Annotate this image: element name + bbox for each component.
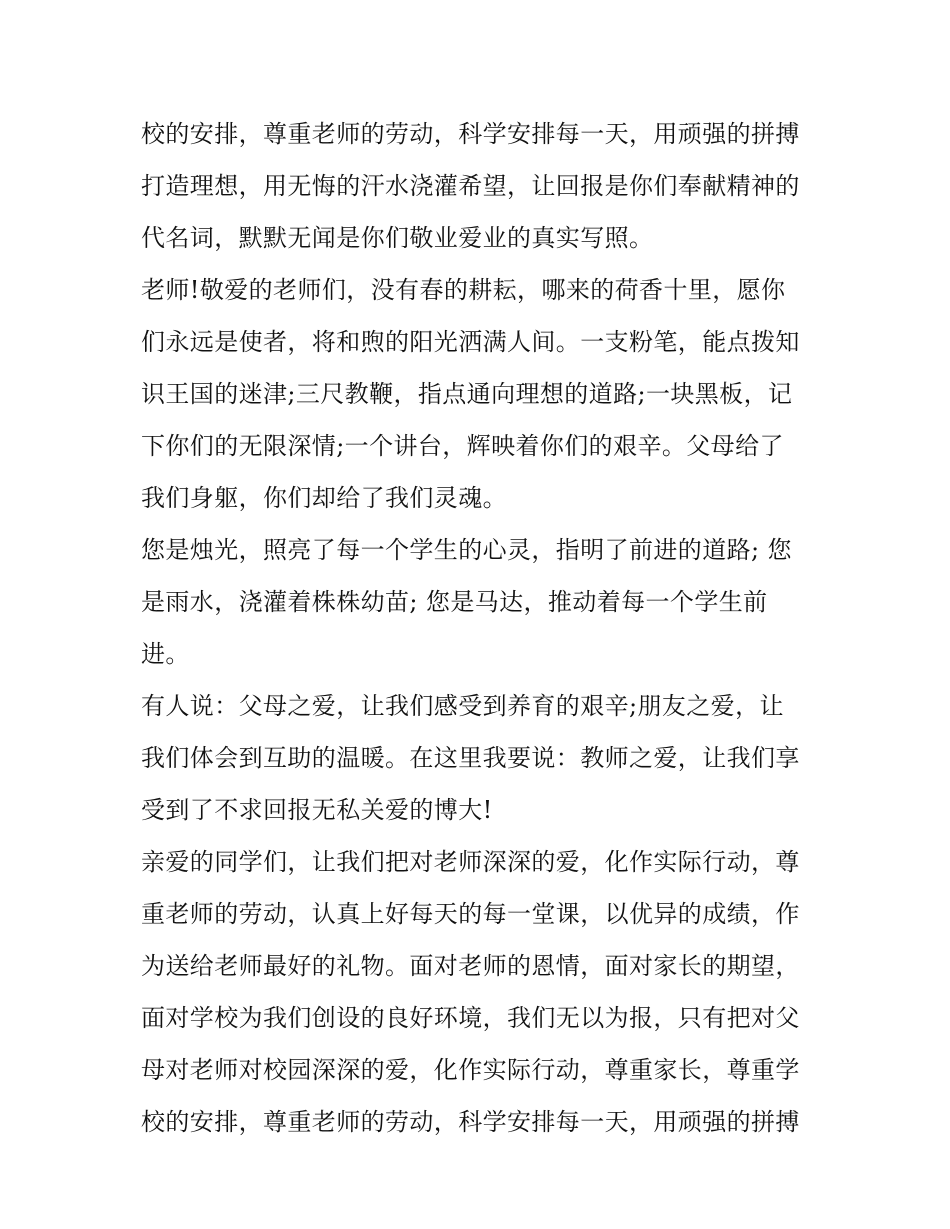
text-line: 们永远是使者，将和煦的阳光洒满人间。一支粉笔，能点拨知 bbox=[141, 328, 800, 356]
text-line: 代名词，默默无闻是你们敬业爱业的真实写照。 bbox=[141, 224, 654, 252]
text-line: 老师!敬爱的老师们，没有春的耕耘，哪来的荷香十里，愿你 bbox=[141, 276, 786, 304]
text-line: 下你们的无限深情;一个讲台，辉映着你们的艰辛。父母给了 bbox=[141, 432, 784, 460]
text-line: 您是烛光，照亮了每一个学生的心灵，指明了前进的道路; 您 bbox=[141, 536, 792, 564]
text-line: 母对老师对校园深深的爱，化作实际行动，尊重家长，尊重学 bbox=[141, 1056, 800, 1084]
text-line: 为送给老师最好的礼物。面对老师的恩情，面对家长的期望， bbox=[141, 952, 800, 980]
text-line: 进。 bbox=[141, 640, 190, 668]
text-line: 亲爱的同学们，让我们把对老师深深的爱，化作实际行动，尊 bbox=[141, 848, 800, 876]
text-line: 有人说：父母之爱，让我们感受到养育的艰辛;朋友之爱，让 bbox=[141, 692, 784, 720]
text-line: 面对学校为我们创设的良好环境，我们无以为报，只有把对父 bbox=[141, 1004, 800, 1032]
text-line: 校的安排，尊重老师的劳动，科学安排每一天，用顽强的拼搏 bbox=[141, 1108, 800, 1136]
text-line: 重老师的劳动，认真上好每天的每一堂课，以优异的成绩，作 bbox=[141, 900, 800, 928]
text-line: 是雨水，浇灌着株株幼苗; 您是马达，推动着每一个学生前 bbox=[141, 588, 768, 616]
text-line: 受到了不求回报无私关爱的博大! bbox=[141, 796, 493, 824]
body-text bbox=[141, 108, 821, 1148]
text-line: 我们身躯，你们却给了我们灵魂。 bbox=[141, 484, 507, 512]
text-line: 校的安排，尊重老师的劳动，科学安排每一天，用顽强的拼搏 bbox=[141, 120, 800, 148]
text-line: 识王国的迷津;三尺教鞭，指点通向理想的道路;一块黑板，记 bbox=[141, 380, 793, 408]
text-line: 打造理想，用无悔的汗水浇灌希望，让回报是你们奉献精神的 bbox=[141, 172, 800, 200]
text-line: 我们体会到互助的温暖。在这里我要说：教师之爱，让我们享 bbox=[141, 744, 800, 772]
